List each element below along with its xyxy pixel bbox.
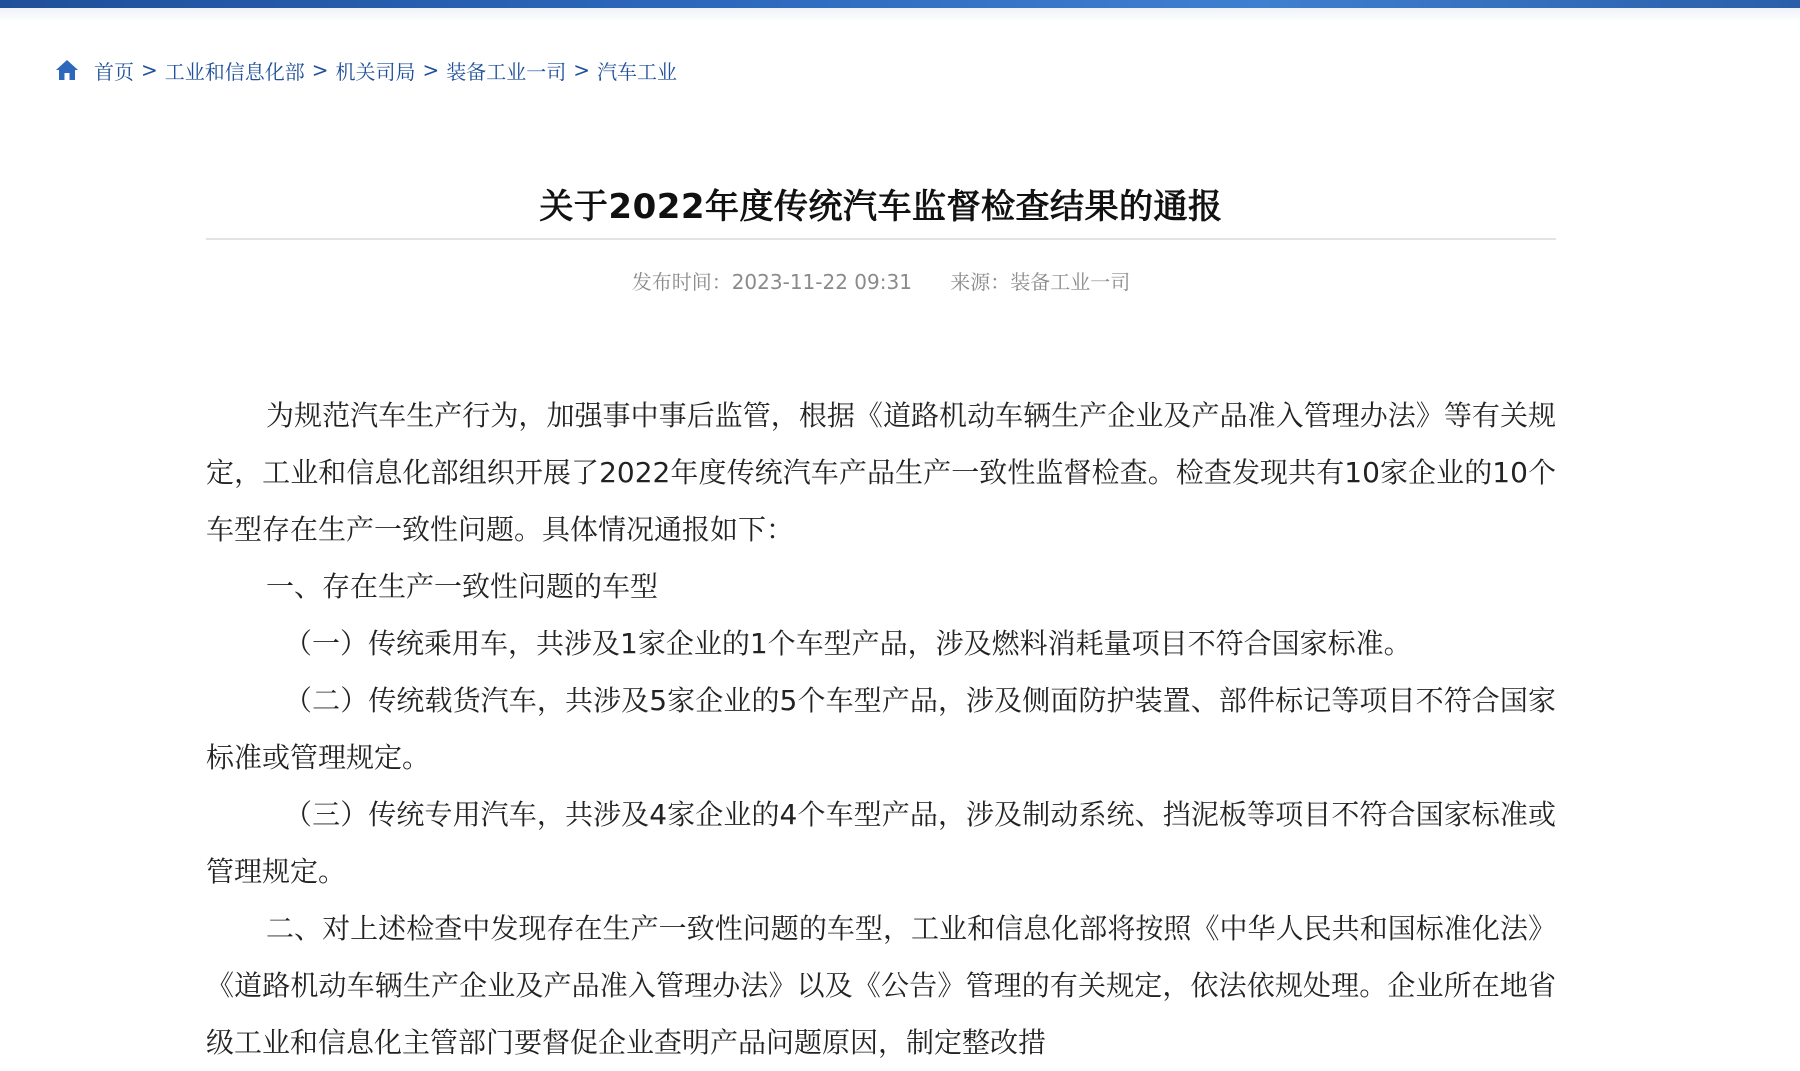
article-section-heading: 一、存在生产一致性问题的车型	[266, 570, 659, 603]
breadcrumb-home[interactable]: 首页	[94, 59, 134, 84]
breadcrumb-separator: >	[573, 58, 591, 82]
breadcrumb-separator: >	[311, 58, 329, 82]
source-value: 装备工业一司	[1010, 270, 1131, 294]
breadcrumb-departments[interactable]: 机关司局	[335, 59, 416, 84]
article-body	[206, 387, 1556, 1071]
top-banner-bar	[0, 0, 1800, 8]
source-label: 来源：	[950, 270, 1011, 294]
breadcrumb-equipment-dept[interactable]: 装备工业一司	[446, 59, 567, 84]
publish-time-group	[632, 266, 912, 295]
article-meta	[206, 266, 1556, 295]
article-title: 关于2022年度传统汽车监督检查结果的通报	[539, 186, 1223, 227]
publish-time-value: 2023-11-22 09:31	[731, 270, 912, 294]
breadcrumb-separator: >	[141, 58, 158, 82]
breadcrumb-auto-industry[interactable]: 汽车工业	[597, 59, 678, 84]
breadcrumb-miit[interactable]: 工业和信息化部	[164, 59, 305, 84]
title-divider	[206, 238, 1556, 240]
source-group	[950, 266, 1130, 295]
article-subsection-passenger: （一）传统乘用车，共涉及1家企业的1个车型产品，涉及燃料消耗量项目不符合国家标准。	[284, 627, 1412, 660]
breadcrumb	[54, 55, 677, 85]
article-subsection-cargo: （二）传统载货汽车，共涉及5家企业的5个车型产品，涉及侧面防护装置、部件标记等项目不符合国家标准或管理规定。	[206, 684, 1556, 774]
publish-time-label: 发布时间：	[631, 270, 732, 294]
article-paragraph-intro: 为规范汽车生产行为，加强事中事后监管，根据《道路机动车辆生产企业及产品准入管理办法》等有关规定，工业和信息化部组织开展了2022年度传统汽车产品生产一致性监督检查。检查发现共有10家企业的10个车型存在生产一致性问题。具体情况通报如下：	[206, 399, 1556, 546]
home-icon[interactable]	[54, 58, 80, 82]
article-paragraph-handling: 二、对上述检查中发现存在生产一致性问题的车型，工业和信息化部将按照《中华人民共和国标准化法》《道路机动车辆生产企业及产品准入管理办法》以及《公告》管理的有关规定，依法依规处理。企业所在地省级工业和信息化主管部门要督促企业查明产品问题原因，制定整改措	[206, 912, 1556, 1059]
breadcrumb-separator: >	[422, 58, 440, 82]
article-subsection-special: （三）传统专用汽车，共涉及4家企业的4个车型产品，涉及制动系统、挡泥板等项目不符合国家标准或管理规定。	[206, 798, 1556, 888]
top-banner-shadow	[0, 8, 1800, 22]
